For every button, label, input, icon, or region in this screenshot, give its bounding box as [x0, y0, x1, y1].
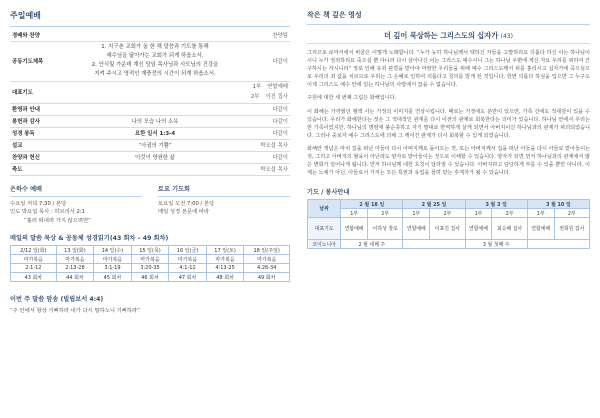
reading-count: 47 회차	[169, 273, 207, 282]
reading-plan-title: 매일의 말씀 묵상 & 공동체 성경읽기(43 회차 – 49 회차)	[10, 235, 169, 242]
schedule-prayer-row	[308, 218, 590, 240]
service-part: 2부	[250, 94, 260, 100]
schedule-cell: 연합예배	[527, 218, 554, 240]
service-info-line: “흘러 떠내려 가지 않으려면”	[24, 217, 91, 224]
reading-book: 마가복음	[206, 255, 244, 264]
left-column	[10, 10, 290, 410]
reading-chapter: 4:1-12	[169, 264, 207, 273]
schedule-cell: 이표진 집사	[430, 218, 465, 240]
saturday-prayer-box	[158, 184, 290, 226]
schedule-cell: 3 월 첫째 주	[465, 240, 527, 249]
reading-book: 마가복음	[94, 255, 132, 264]
reading-day: 14 일(수)	[94, 246, 132, 255]
worship-order-table	[10, 29, 290, 176]
representative-prayer-list	[238, 81, 290, 103]
schedule-cell: 연합예배	[465, 218, 492, 240]
schedule-head: 날짜	[308, 200, 341, 218]
schedule-cell: 이하성 장로	[368, 218, 403, 240]
prayer-line: 1. 지구촌 교회가 올 한 해 말씀과 기도를 통해	[101, 44, 209, 50]
schedule-row-label: 대표기도	[308, 218, 341, 240]
service-info-line: 매일 성경 본문에 따라	[158, 209, 210, 215]
schedule-cell	[403, 240, 465, 249]
schedule-part: 1부	[527, 209, 554, 218]
reading-book: 마가복음	[11, 255, 57, 264]
schedule-cell: 연합예배	[341, 218, 368, 240]
prayer-leader: 연합예배	[267, 84, 288, 90]
schedule-cell	[527, 240, 589, 249]
wednesday-service-title: 은하수 예배	[10, 184, 142, 197]
schedule-cell: 연합예배	[403, 218, 430, 240]
schedule-cell: 권희원 집사	[554, 218, 589, 240]
schedule-cell: 최승혜 집사	[492, 218, 527, 240]
reading-day: 17 일(토)	[206, 246, 244, 255]
order-content	[72, 103, 238, 115]
order-label: 공동기도제목	[10, 41, 72, 81]
order-row	[10, 29, 290, 41]
worship-title: 주일예배	[10, 10, 290, 27]
reading-book: 마가복음	[169, 255, 207, 264]
reading-day: 2/12 일(화)	[11, 246, 57, 255]
order-content: 요한 일서 1:3-4	[72, 127, 238, 139]
reading-count-row	[11, 273, 290, 282]
reading-count: 44 회차	[56, 273, 94, 282]
schedule-head: 3 월 3 일	[465, 200, 527, 209]
schedule-cell: 2 월 세째 주	[341, 240, 403, 249]
order-label: 대표기도	[10, 81, 72, 103]
order-label: 찬양과 헌신	[10, 151, 72, 163]
schedule-part: 1부	[341, 209, 368, 218]
reading-chapter: 4:26-34	[244, 264, 290, 273]
reading-chapter: 2:13-28	[56, 264, 94, 273]
schedule-table	[307, 199, 590, 249]
order-leader: 박요섭 목사	[238, 139, 290, 151]
reading-chapter: 3:20-35	[131, 264, 169, 273]
order-row	[10, 163, 290, 175]
order-label: 환영과 안내	[10, 103, 72, 115]
memory-verse-title: 이번 주 말씀 암송 (빌립보서 4:4)	[10, 296, 104, 303]
memory-verse-text: “주 안에서 항상 기뻐하라 내가 다시 말하노니 기뻐하라”	[10, 308, 140, 314]
order-row	[10, 151, 290, 163]
order-row	[10, 127, 290, 139]
service-info-line: 수요일 저녁 7:30 / 본당	[10, 200, 67, 207]
order-label: 봉헌과 감사	[10, 115, 72, 127]
reading-day: 13 일(화)	[56, 246, 94, 255]
reading-count: 49 회차	[244, 273, 290, 282]
order-leader: 다같이	[238, 103, 290, 115]
schedule-part: 2부	[554, 209, 589, 218]
reading-count: 46 회차	[131, 273, 169, 282]
reading-day: 16 일(금)	[169, 246, 207, 255]
schedule-row-label: 코이노니아	[308, 240, 341, 249]
schedule-part: 2부	[430, 209, 465, 218]
right-column	[307, 10, 590, 410]
devotional-title	[307, 29, 590, 44]
reading-count: 43 회차	[11, 273, 57, 282]
reading-book: 마가복음	[56, 255, 94, 264]
order-leader: 다같이	[238, 41, 290, 81]
schedule-part: 1부	[403, 209, 430, 218]
prayer-line: 예수님을 닮아가는 교회가 되게 하옵소서.	[106, 53, 204, 59]
schedule-part: 2부	[368, 209, 403, 218]
reading-count: 48 회차	[206, 273, 244, 282]
order-content	[72, 163, 238, 175]
service-info-line: 인도 박요섭 목사 : 히브리서 2:1	[10, 209, 86, 215]
order-content: 이것이 영원한 삶	[72, 151, 238, 163]
reading-count: 45 회차	[94, 273, 132, 282]
service-boxes	[10, 184, 290, 226]
section-label: 작은 책 깊은 영성	[307, 10, 590, 25]
devotional-title-text: 더 깊이 묵상하는 그리스도의 십자가	[383, 31, 499, 40]
devotional-paragraph: 그리므로 로마서에서 바울은 이렇게 노래합니다. “누가 능히 하나님께서 택하신 자들을 고발하리요 의롭다 하신 이는 하나님이시니 누가 정죄하리요 죽으실 뿐 아니라 다시 살아나신 이는 그리스도 예수시니 그는 하나님 우편에 계신 자요 우리를 위하여 간구하시는 자시니라” 정로 인해 유죄 판결을 받아야 마땅한 우리들을 위해 예수 그리스도께서 피를 흘리시고 십자가에 죽으심으로 우리의 죄 값을 치르므로 우리는 그 은혜로 인하여 의롭다고 칭의를 받게 된 것입니다. 한번 의롭다 하심을 입으면 그 누구도 이제 그리스도 예수 안에 있는 하나님의 사랑에서 끊을 수 없습니다.	[307, 50, 590, 89]
prayer-line: 2. 안식월 가운데 계신 담임 목사님과 사모님의 건강을	[91, 62, 219, 68]
order-row	[10, 139, 290, 151]
sermon-title: “사귐의 기쁨”	[72, 139, 238, 151]
schedule-title: 기도 / 봉사안내	[307, 189, 350, 197]
order-label: 축도	[10, 163, 72, 175]
service-info-line: 토요일 오전 7:00 / 본당	[158, 200, 215, 207]
order-leader: 다같이	[238, 151, 290, 163]
order-row	[10, 115, 290, 127]
reading-chapter: 3:1-19	[94, 264, 132, 273]
order-label: 설교	[10, 139, 72, 151]
reading-chapter: 4:13-25	[206, 264, 244, 273]
order-label: 성경 봉독	[10, 127, 72, 139]
prayer-topics	[72, 41, 238, 81]
order-row	[10, 103, 290, 115]
order-content	[72, 29, 238, 41]
schedule-part: 2부	[492, 209, 527, 218]
prayer-leader: 이진 집사	[265, 94, 288, 100]
schedule-head: 3 월 10 일	[527, 200, 589, 209]
schedule-koinonia-row	[308, 240, 590, 249]
devotional-paragraph: 화해란 개념은 마치 집을 떠난 아들이 다시 아버지께로 돌아오는 것, 또는 아버지께서 집을 떠난 아들을 다시 아들로 받아들이는 것, 그리고 아버지의 혈육이 아닌데도 양자로 받아들이는 것으로 이해할 수 있습니다. 양자가 되면 먼저 하나님과의 관계에서 많은 변화가 일어나게 됩니다. 먼저 하나님께 대한 호칭이 달라질 수 있습니다. 아버지라고 담당하게 부를 수 있을 뿐만 아니라, 이제는 노예가 아닌, 아들로서 가지는 모든 특권과 유업을 물려 받는 후계자가 될 수 있습니다.	[307, 145, 590, 177]
order-leader: 다같이	[238, 127, 290, 139]
order-row	[10, 41, 290, 81]
order-leader: 박요섭 목사	[238, 163, 290, 175]
reading-day: 18 일(주일)	[244, 246, 290, 255]
order-content: 나의 모습 나의 소유	[72, 115, 238, 127]
reading-book: 마가복음	[244, 255, 290, 264]
devotional-paragraph: 이 화해는 가까웠던 혈액 사는 가정의 이미지를 연상시킵니다. 때로는 가정에도 분란이 있으면, 가족 간에도 적대감이 있을 수 있습니다. 우리가 화해한다는 것은 그 적대적인 관계를 다시 이전의 관계로 회복한다는 의미가 있습니다. 하나님 안에서 우리는 한 가족이었지만, 하나님의 명령에 불순종하고 자기 말대로 반역하게 살게 되면서 아버지이신 하나님과의 관계가 파괴되었습니다. 그러나 중보자 예수 그리스도에 의해 그 깨어진 관계가 다시 회복할 수 있게 되었습니다.	[307, 108, 590, 139]
order-row	[10, 81, 290, 103]
reading-plan-table	[10, 245, 290, 282]
reading-day: 15 일(목)	[131, 246, 169, 255]
reading-chapters-row	[11, 264, 290, 273]
order-leader: 찬양팀	[238, 29, 290, 41]
wednesday-service-box	[10, 184, 142, 226]
devotional-paragraph: 구원에 대한 세 번째 그림은 화해입니다.	[307, 95, 397, 102]
schedule-head-row	[308, 200, 590, 209]
order-label: 경배와 찬양	[10, 29, 72, 41]
devotional-number: (43)	[500, 33, 513, 40]
reading-chapter: 2:1-12	[11, 264, 57, 273]
reading-books-row	[11, 255, 290, 264]
reading-days-row	[11, 246, 290, 255]
schedule-parts-row	[308, 209, 590, 218]
reading-book: 마가복음	[131, 255, 169, 264]
saturday-prayer-title: 토요 기도회	[158, 184, 290, 197]
schedule-part: 1부	[465, 209, 492, 218]
prayer-line: 지켜 주시고 영적인 재충전의 시간이 되게 하옵소서.	[94, 71, 216, 77]
order-leader: 다같이	[238, 115, 290, 127]
schedule-head: 2 월 18 일	[341, 200, 403, 209]
schedule-head: 2 월 25 일	[403, 200, 465, 209]
service-part: 1부	[252, 84, 262, 90]
